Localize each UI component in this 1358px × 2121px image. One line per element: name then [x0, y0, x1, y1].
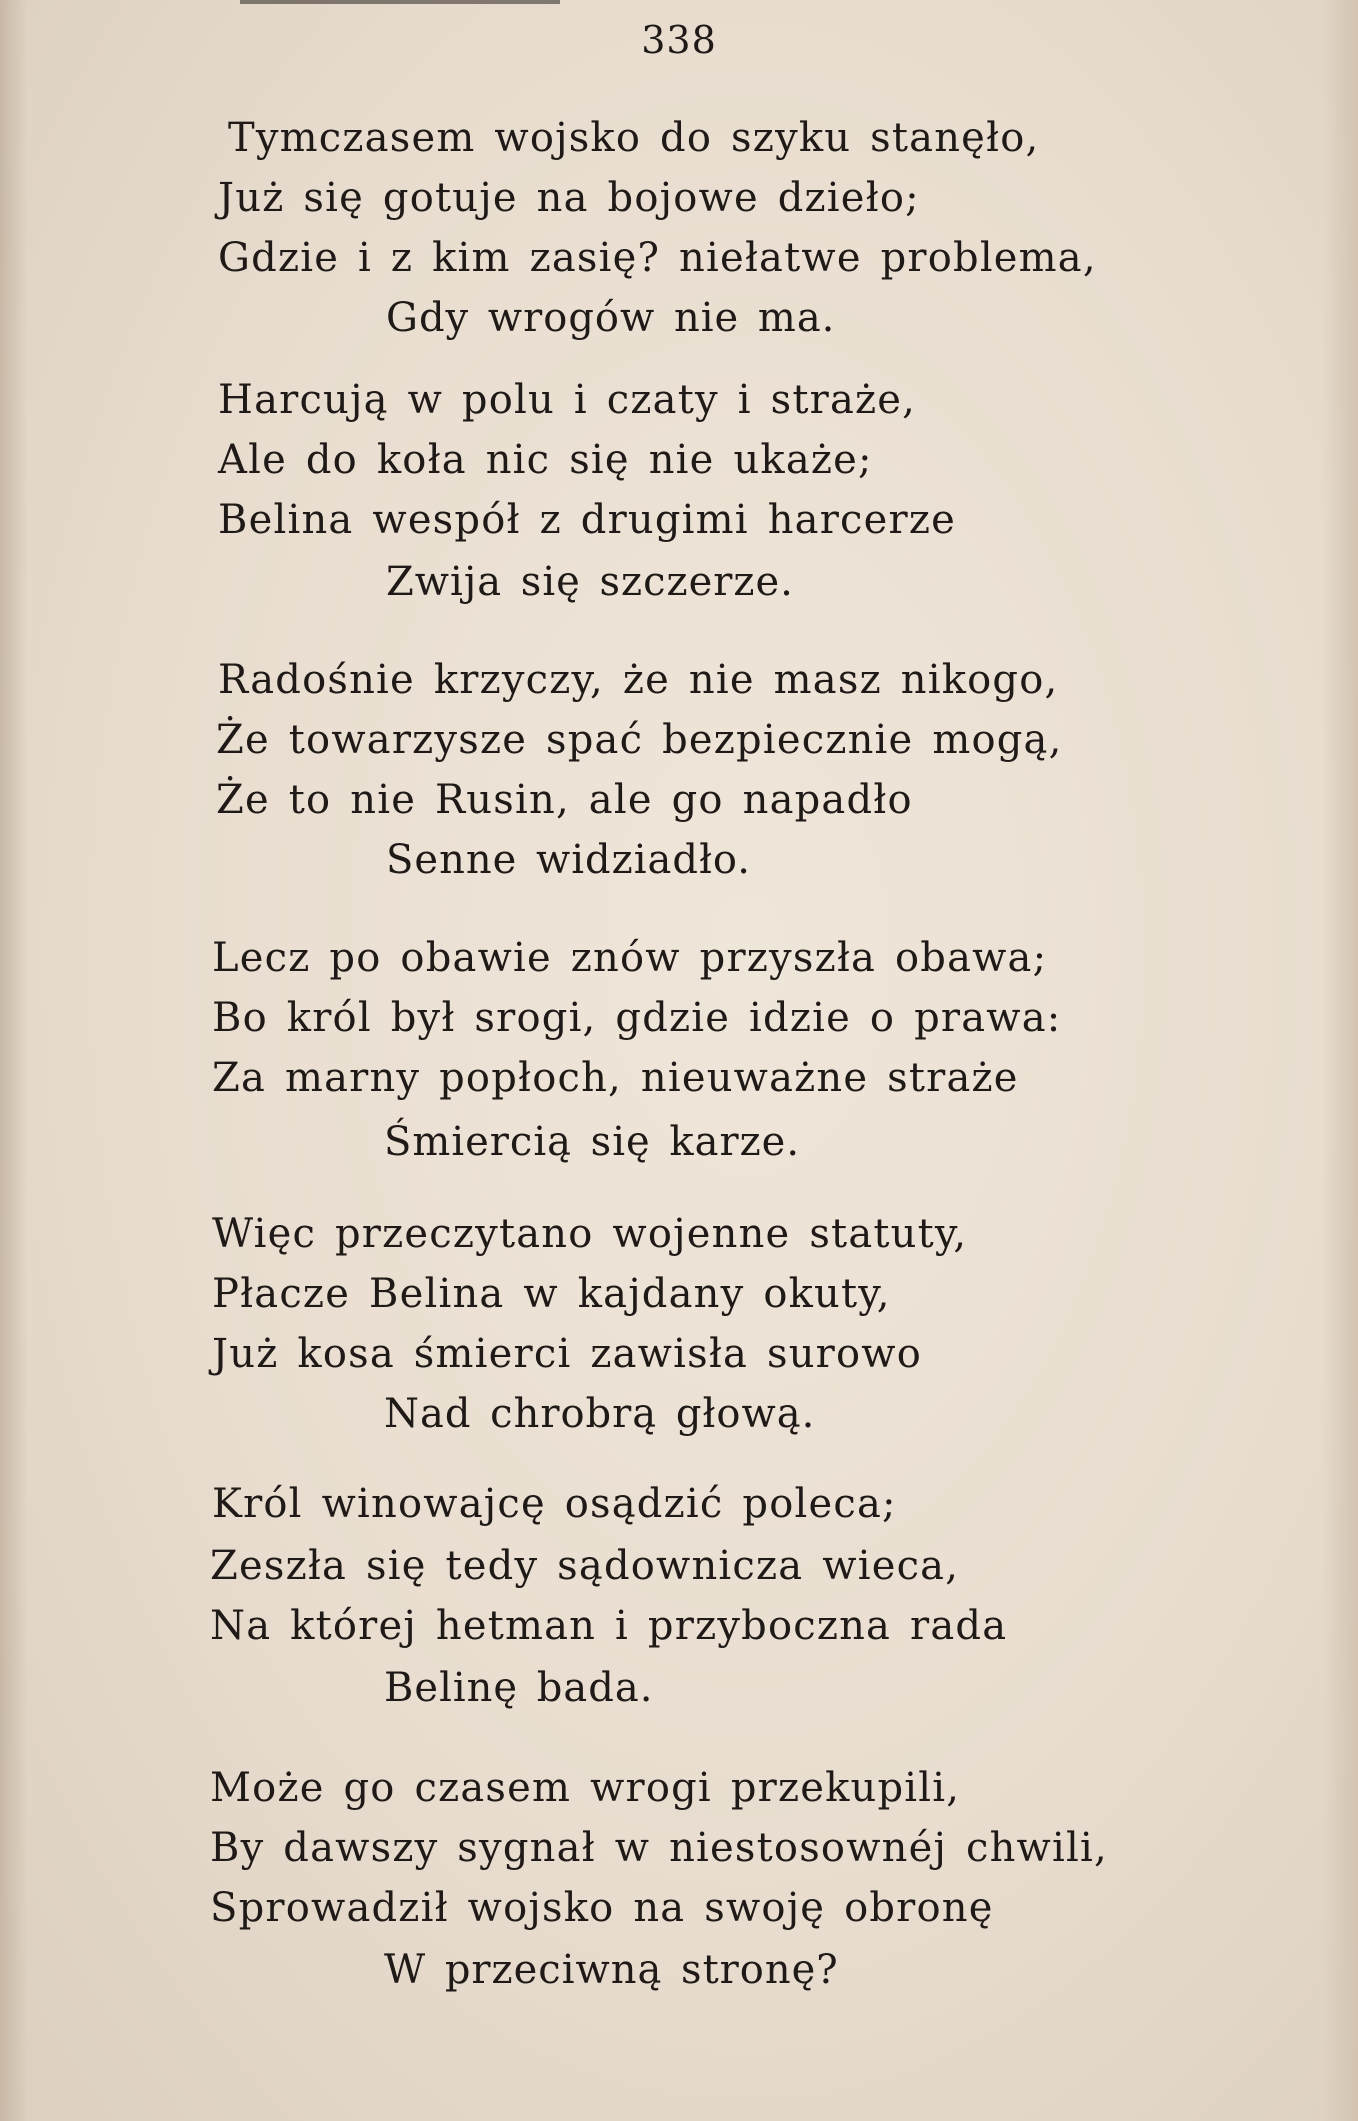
- stanza-1-line-1: Tymczasem wojsko do szyku stanęło,: [228, 115, 1040, 161]
- stanza-6-line-1: Król winowajcę osądzić poleca;: [212, 1481, 897, 1527]
- stanza-4-line-3: Za marny popłoch, nieuważne straże: [212, 1055, 1019, 1101]
- page-number: 338: [641, 18, 717, 62]
- stanza-4-line-4: Śmiercią się karze.: [384, 1119, 801, 1165]
- stanza-1-line-4: Gdy wrogów nie ma.: [386, 295, 836, 341]
- stanza-5-line-2: Płacze Belina w kajdany okuty,: [212, 1271, 891, 1317]
- stanza-4-line-1: Lecz po obawie znów przyszła obawa;: [212, 935, 1048, 981]
- stanza-3-line-3: Że to nie Rusin, ale go napadło: [216, 777, 913, 823]
- stanza-2-line-3: Belina wespół z drugimi harcerze: [218, 497, 956, 543]
- stanza-3-line-4: Senne widziadło.: [386, 837, 752, 883]
- stanza-3-line-2: Że towarzysze spać bezpiecznie mogą,: [216, 717, 1063, 763]
- stanza-7-line-3: Sprowadził wojsko na swoję obronę: [210, 1885, 994, 1931]
- stanza-3-line-1: Radośnie krzyczy, że nie masz nikogo,: [218, 657, 1059, 703]
- stanza-6-line-2: Zeszła się tedy sądownicza wieca,: [210, 1543, 960, 1589]
- stanza-5-line-1: Więc przeczytano wojenne statuty,: [212, 1211, 968, 1257]
- stanza-7-line-4: W przeciwną stronę?: [384, 1947, 839, 1993]
- stanza-5-line-3: Już kosa śmierci zawisła surowo: [212, 1331, 922, 1377]
- stanza-2-line-1: Harcują w polu i czaty i straże,: [218, 377, 917, 423]
- stanza-2-line-2: Ale do koła nic się nie ukaże;: [218, 437, 873, 483]
- stanza-1-line-2: Już się gotuje na bojowe dzieło;: [218, 175, 920, 221]
- stanza-7-line-2: By dawszy sygnał w niestosownéj chwili,: [210, 1825, 1108, 1871]
- stanza-1-line-3: Gdzie i z kim zasię? niełatwe problema,: [218, 235, 1097, 281]
- stanza-2-line-4: Zwija się szczerze.: [386, 559, 794, 605]
- stanza-5-line-4: Nad chrobrą głową.: [384, 1391, 816, 1437]
- stanza-6-line-4: Belinę bada.: [384, 1665, 654, 1711]
- stanza-6-line-3: Na której hetman i przyboczna rada: [210, 1603, 1008, 1649]
- stanza-7-line-1: Może go czasem wrogi przekupili,: [210, 1765, 961, 1811]
- stanza-4-line-2: Bo król był srogi, gdzie idzie o prawa:: [212, 995, 1062, 1041]
